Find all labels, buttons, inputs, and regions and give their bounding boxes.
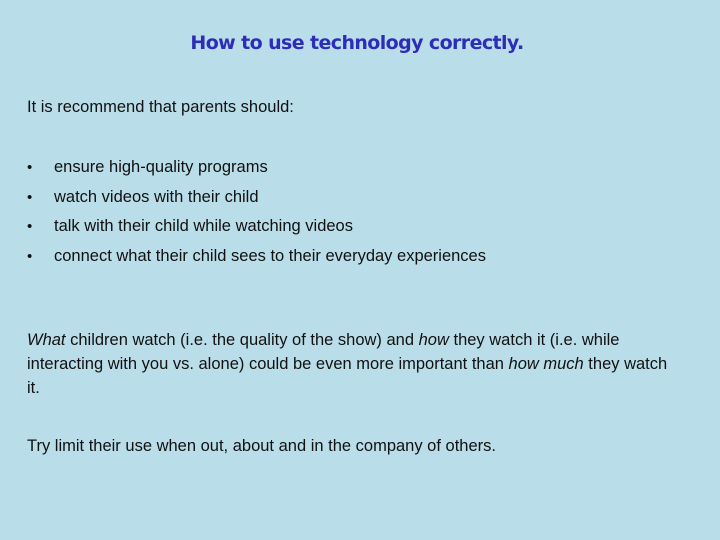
bullet-icon: • [27, 188, 33, 206]
list-item-text: connect what their child sees to their everyday experiences [54, 246, 486, 265]
bullet-icon: • [27, 159, 33, 176]
list-item-text: talk with their child while watching videos [54, 217, 353, 235]
bullet-icon: • [27, 218, 33, 235]
closing-paragraph: Try limit their use when out, about and in the company of others. [27, 437, 496, 455]
paragraph-text-2: they watch it (i.e. while interacting with you vs. alone) could be even more important than [27, 331, 620, 373]
paragraph-text-1: children watch (i.e. the quality of the show) and [65, 331, 419, 349]
bullet-icon: • [27, 247, 33, 265]
intro-text: It is recommend that parents should: [27, 98, 294, 116]
list-item [27, 155, 486, 185]
body-paragraph [27, 328, 677, 400]
list-item-text: ensure high-quality programs [54, 158, 268, 176]
list-item [27, 244, 486, 274]
list-item [27, 185, 486, 215]
recommendation-list [27, 155, 486, 273]
emphasis-how: how [418, 331, 449, 349]
list-item [27, 214, 486, 244]
slide-title: How to use technology correctly. [190, 32, 524, 54]
emphasis-how-much: how much [508, 355, 584, 373]
paragraph-text-3: they watch it. [27, 355, 668, 397]
list-item-text: watch videos with their child [54, 187, 259, 206]
emphasis-what: What [27, 331, 66, 349]
